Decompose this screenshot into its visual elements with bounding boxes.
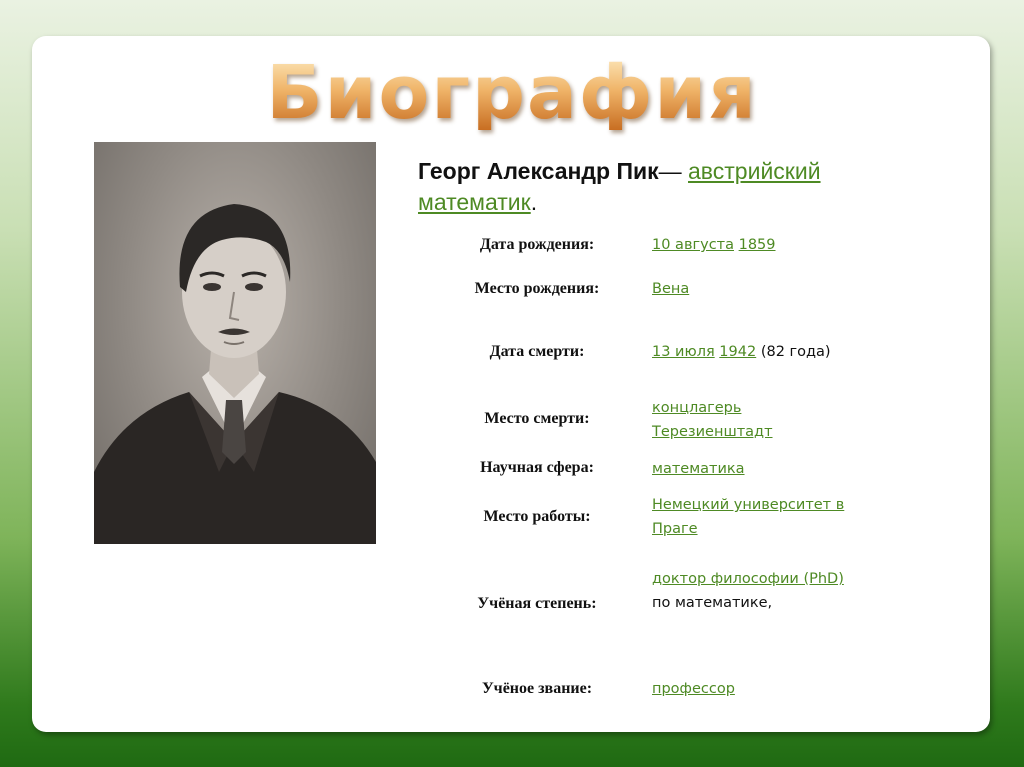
portrait-photo (94, 142, 376, 544)
link-mathematician[interactable]: математик (418, 189, 531, 215)
value-death-place (652, 396, 882, 444)
label-workplace: Место работы: (483, 508, 591, 525)
link-phd[interactable]: доктор философии (PhD) (652, 571, 844, 587)
link-german-university[interactable]: Немецкий университет в (652, 497, 845, 513)
slide-title: Биография (0, 56, 1024, 130)
intro-dash: — (658, 158, 689, 184)
link-vienna[interactable]: Вена (652, 281, 690, 297)
label-degree: Учёная степень: (477, 595, 597, 612)
value-degree (652, 567, 882, 615)
link-death-year[interactable]: 1942 (719, 344, 757, 360)
value-title (652, 677, 882, 701)
label-title: Учёное звание: (481, 680, 593, 697)
link-concentration-camp[interactable]: концлагерь (652, 400, 742, 416)
link-death-day[interactable]: 13 июля (652, 344, 715, 360)
link-professor[interactable]: профессор (652, 681, 735, 697)
degree-subject: по математике, (652, 595, 773, 611)
label-death-place: Место смерти: (484, 410, 590, 427)
person-name: Георг Александр Пик (418, 158, 659, 184)
label-birth-date: Дата рождения: (479, 236, 595, 253)
link-birth-day[interactable]: 10 августа (652, 237, 734, 253)
value-workplace (652, 493, 882, 541)
value-death-date (652, 340, 882, 364)
link-austrian[interactable]: австрийский (688, 158, 821, 184)
age-at-death: (82 года) (760, 344, 831, 360)
value-birth-place (652, 277, 882, 301)
value-field (652, 457, 882, 481)
link-mathematics[interactable]: математика (652, 461, 745, 477)
label-birth-place: Место рождения: (474, 280, 600, 297)
label-field: Научная сфера: (480, 459, 594, 476)
link-birth-year[interactable]: 1859 (738, 237, 776, 253)
link-prague[interactable]: Праге (652, 521, 698, 537)
value-birth-date (652, 233, 882, 257)
intro-text (418, 156, 958, 218)
link-theresienstadt[interactable]: Терезиенштадт (652, 424, 773, 440)
intro-end: . (530, 189, 538, 215)
label-death-date: Дата смерти: (489, 343, 585, 360)
